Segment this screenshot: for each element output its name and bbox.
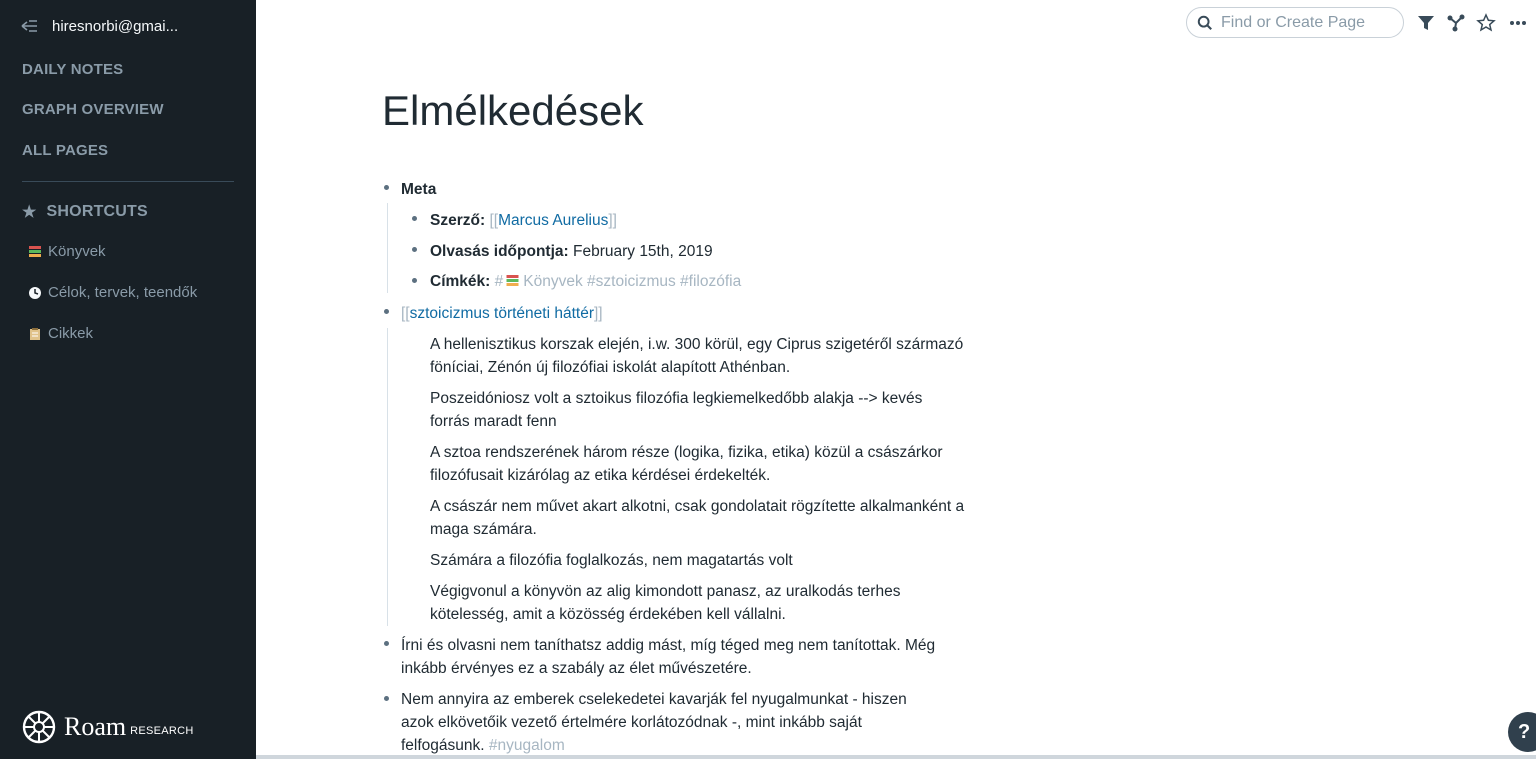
clipboard-icon xyxy=(28,327,42,341)
history-link[interactable]: sztoicizmus történeti háttér xyxy=(409,305,594,322)
page-title: Elmélkedések xyxy=(382,87,644,134)
child-thread xyxy=(387,203,388,293)
history-line-7[interactable]: A császár nem művet akart alkotni, csak gondolatait rögzítette alkalmanként a xyxy=(430,498,965,515)
bullet[interactable] xyxy=(384,309,389,314)
quote2-line-2[interactable]: azok elkövetőik vezető értelmére korlátozódnak -, mint inkább saját xyxy=(401,714,862,731)
search-box[interactable] xyxy=(1186,7,1404,38)
history-line-11[interactable]: kötelesség, amit a közösség érdekében kell vállalni. xyxy=(430,606,786,623)
roam-logo xyxy=(22,710,194,744)
quote1-line-1[interactable]: Írni és olvasni nem taníthatsz addig mást, míg téged meg nem tanítottak. Még xyxy=(401,637,936,654)
block-meta[interactable]: Meta xyxy=(401,181,437,198)
history-line-2[interactable]: föníciai, Zénón új filozófiai iskolát alapított Athénban. xyxy=(430,359,791,376)
tags-label: Címkék: xyxy=(430,273,491,290)
quote1-line-2[interactable]: inkább érvényes ez a szabály az élet művészetére. xyxy=(401,660,752,677)
logo-word: Roam xyxy=(64,712,127,741)
shortcut-label: Cikkek xyxy=(48,325,94,342)
history-line-9[interactable]: Számára a filozófia foglalkozás, nem magatartás volt xyxy=(430,552,793,569)
bullet[interactable] xyxy=(412,278,417,283)
quote2-line-1[interactable]: Nem annyira az emberek cselekedetei kavarják fel nyugalmunkat - hiszen xyxy=(401,691,907,708)
sidebar-divider xyxy=(22,181,234,182)
history-line-1[interactable]: A hellenisztikus korszak elején, i.w. 300 körül, egy Ciprus szigetéről származó xyxy=(430,336,964,353)
bullet[interactable] xyxy=(412,247,417,252)
shortcut-celok[interactable] xyxy=(28,284,197,301)
shortcuts-header xyxy=(22,202,148,222)
nav-daily-notes[interactable]: DAILY NOTES xyxy=(22,61,124,78)
tag-nyugalom[interactable]: #nyugalom xyxy=(488,737,565,754)
books-icon xyxy=(28,245,42,259)
history-line-4[interactable]: forrás maradt fenn xyxy=(430,413,557,430)
child-thread xyxy=(387,328,388,626)
logo-sub: RESEARCH xyxy=(130,725,194,737)
reading-value: February 15th, 2019 xyxy=(572,243,713,260)
more-icon[interactable] xyxy=(1508,13,1528,33)
left-sidebar xyxy=(0,0,256,759)
collapse-sidebar-icon[interactable] xyxy=(20,16,40,36)
roam-logo-icon xyxy=(22,710,56,744)
block-author[interactable]: Szerző: [[Marcus Aurelius]] xyxy=(430,212,617,229)
quote2-line-3[interactable] xyxy=(401,734,565,757)
clock-icon xyxy=(28,286,42,300)
filter-icon[interactable] xyxy=(1416,13,1436,33)
bullet[interactable] xyxy=(412,216,417,221)
shortcut-cikkek[interactable] xyxy=(28,325,93,342)
graph-icon[interactable] xyxy=(1446,13,1466,33)
help-button[interactable]: ? xyxy=(1508,712,1536,752)
star-icon: ★ xyxy=(22,204,37,221)
quote2-text: felfogásunk. xyxy=(401,737,485,754)
history-line-3[interactable]: Poszeidóniosz volt a sztoikus filozófia legkiemelkedőbb alakja --> kevés xyxy=(430,390,923,407)
tag-hash: # xyxy=(494,273,504,290)
history-line-8[interactable]: maga számára. xyxy=(430,521,537,538)
block-history[interactable]: [[sztoicizmus történeti háttér]] xyxy=(401,305,603,322)
star-icon[interactable] xyxy=(1476,13,1496,33)
author-label: Szerző: xyxy=(430,212,486,229)
bullet[interactable] xyxy=(384,185,389,190)
history-line-10[interactable]: Végigvonul a könyvön az alig kimondott panasz, az uralkodás terhes xyxy=(430,583,901,600)
bottom-scrollbar[interactable] xyxy=(256,755,1536,759)
nav-all-pages[interactable]: ALL PAGES xyxy=(22,142,109,159)
books-icon xyxy=(505,274,520,288)
shortcut-konyvek[interactable] xyxy=(28,243,106,260)
reading-label: Olvasás időpontja: xyxy=(430,243,569,260)
search-input[interactable] xyxy=(1219,13,1403,33)
shortcut-label: Célok, tervek, teendők xyxy=(48,284,198,301)
user-email: hiresnorbi@gmai... xyxy=(52,17,179,35)
history-line-5[interactable]: A sztoa rendszerének három része (logika, fizika, etika) közül a császárkor xyxy=(430,444,943,461)
shortcuts-title: SHORTCUTS xyxy=(46,203,148,220)
tag-konyvek[interactable]: Könyvek xyxy=(523,273,583,290)
tags-rest[interactable]: #sztoicizmus #filozófia xyxy=(587,273,742,290)
bullet[interactable] xyxy=(384,641,389,646)
history-line-6[interactable]: filozófusait kizárólag az etika kérdései érdekelték. xyxy=(430,467,771,484)
nav-graph-overview[interactable]: GRAPH OVERVIEW xyxy=(22,101,164,118)
block-tags[interactable] xyxy=(430,270,741,293)
user-row[interactable] xyxy=(20,14,178,38)
bullet[interactable] xyxy=(384,696,389,701)
shortcut-label: Könyvek xyxy=(48,243,106,260)
search-icon xyxy=(1197,14,1213,32)
block-reading-date[interactable] xyxy=(430,240,713,263)
author-link[interactable]: Marcus Aurelius xyxy=(498,212,609,229)
